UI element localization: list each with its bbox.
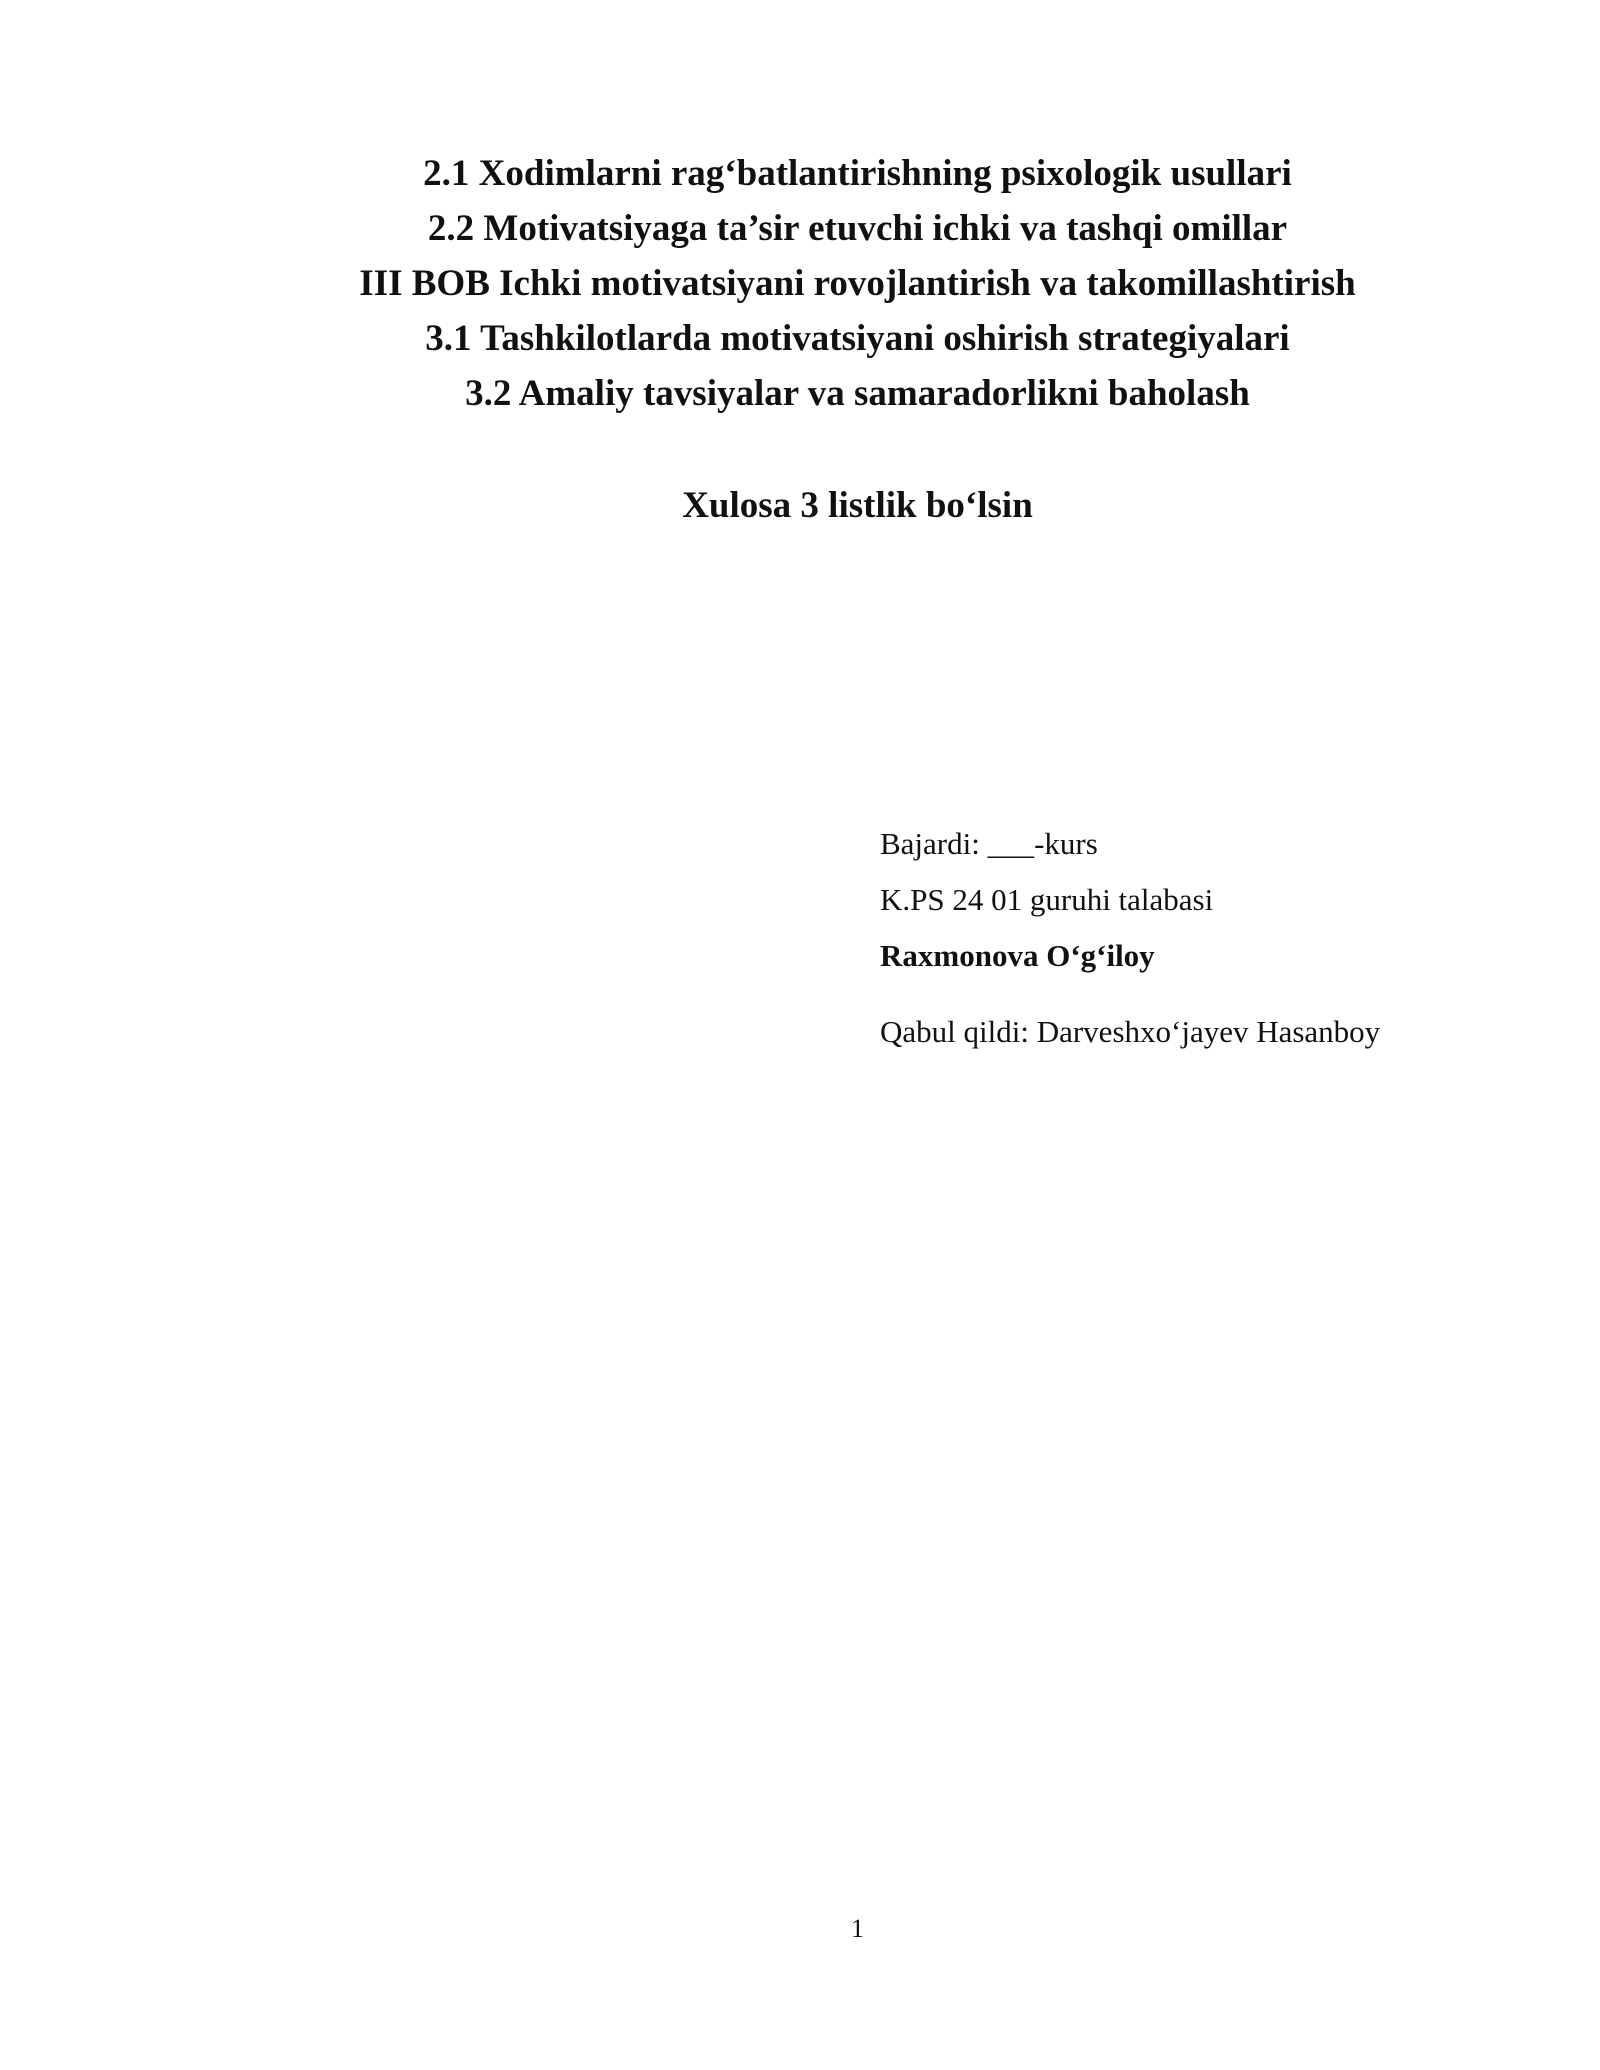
conclusion-heading: Xulosa 3 listlik bo‘lsin (682, 485, 1033, 526)
toc-line-2-2: 2.2 Motivatsiyaga ta’sir etuvchi ichki va tashqi omillar (427, 208, 1288, 249)
toc-line-chapter-3: III BOB Ichki motivatsiyani rovojlantirish va takomillashtirish (359, 263, 1356, 304)
accepted-by-text: Qabul qildi: Darveshxo‘jayev Hasanboy (880, 1014, 1381, 1049)
toc-line-3-2: 3.2 Amaliy tavsiyalar va samaradorlikni baholash (465, 373, 1250, 414)
page-number: 1 (851, 1914, 864, 1943)
toc-line-2-1: 2.1 Xodimlarni rag‘batlantirishning psixologik usullari (423, 153, 1292, 194)
table-of-contents (0, 146, 1600, 421)
signature-block (880, 816, 1380, 1060)
student-name: Raxmonova O‘g‘iloy (880, 938, 1155, 973)
group-text: K.PS 24 01 guruhi talabasi (880, 882, 1214, 917)
toc-line-3-1: 3.1 Tashkilotlarda motivatsiyani oshirish strategiyalari (425, 318, 1290, 359)
performed-by-text: Bajardi: ___-kurs (880, 826, 1098, 861)
